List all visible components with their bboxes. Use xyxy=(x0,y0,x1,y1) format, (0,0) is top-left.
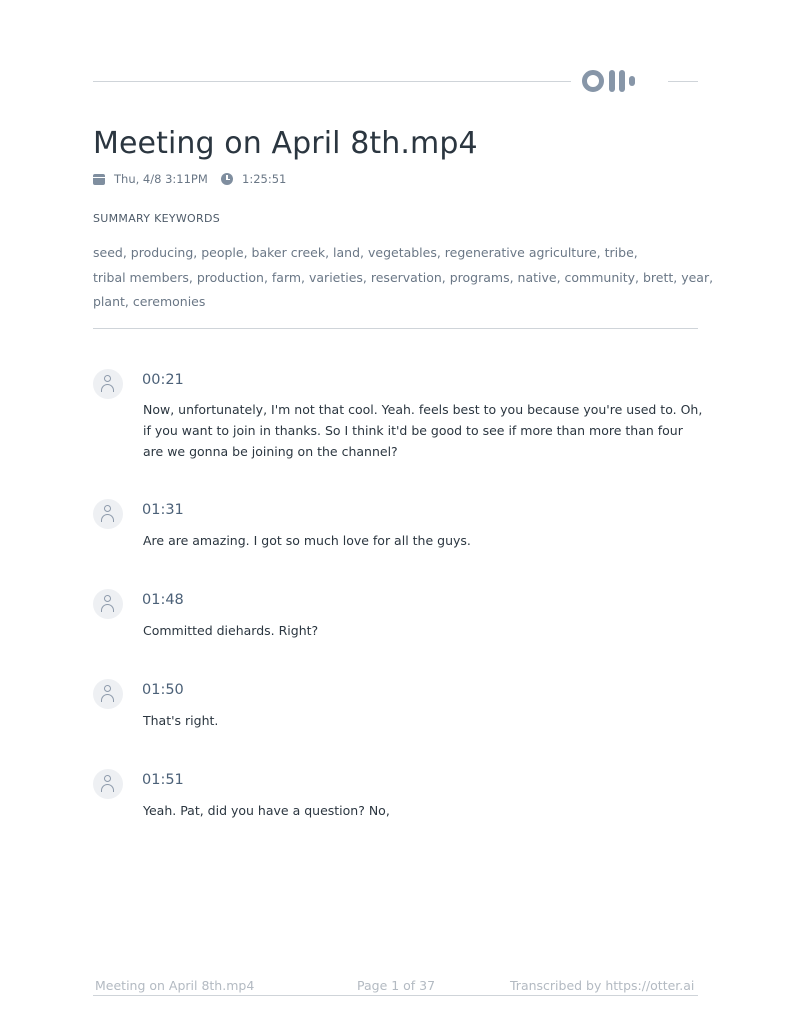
document-title: Meeting on April 8th.mp4 xyxy=(93,126,478,161)
speaker-avatar-icon xyxy=(93,589,123,619)
segment-text: That's right. xyxy=(143,713,219,728)
meeting-date-text: Thu, 4/8 3:11PM xyxy=(114,172,208,186)
header-rule-right xyxy=(668,81,698,82)
segment-timestamp: 01:48 xyxy=(142,592,184,608)
meeting-duration-text: 1:25:51 xyxy=(242,172,287,186)
segment-timestamp: 01:51 xyxy=(142,772,184,788)
summary-divider xyxy=(93,328,698,329)
footer-rule xyxy=(93,995,698,996)
segment-timestamp: 00:21 xyxy=(142,372,184,388)
footer-credit: Transcribed by https://otter.ai xyxy=(510,978,695,993)
summary-keywords-line: seed, producing, people, baker creek, land, vegetables, regenerative agriculture, tribe, xyxy=(93,245,638,260)
segment-text: Now, unfortunately, I'm not that cool. Yeah. feels best to you because you're used to. Oh, if you want to join in thanks. So I think it'd be good to see if more than more than four are we gonna be joining on the channel? xyxy=(143,402,703,459)
segment-timestamp: 01:31 xyxy=(142,502,184,518)
header-rule-left xyxy=(93,81,571,82)
segment-text: Yeah. Pat, did you have a question? No, xyxy=(143,803,390,818)
summary-keywords-line: tribal members, production, farm, varieties, reservation, programs, native, community, brett, year, xyxy=(93,270,714,285)
speaker-avatar-icon xyxy=(93,769,123,799)
summary-keywords-line: plant, ceremonies xyxy=(93,294,206,309)
speaker-avatar-icon xyxy=(93,499,123,529)
meeting-date xyxy=(93,172,208,186)
segment-text: Committed diehards. Right? xyxy=(143,623,319,638)
otter-logo xyxy=(582,66,660,96)
calendar-icon xyxy=(93,174,105,185)
segment-timestamp: 01:50 xyxy=(142,682,184,698)
clock-icon xyxy=(221,173,233,185)
speaker-avatar-icon xyxy=(93,679,123,709)
summary-keywords-heading: SUMMARY KEYWORDS xyxy=(93,212,221,225)
footer-filename: Meeting on April 8th.mp4 xyxy=(95,978,255,993)
meeting-duration xyxy=(221,172,286,186)
speaker-avatar-icon xyxy=(93,369,123,399)
segment-text: Are are amazing. I got so much love for all the guys. xyxy=(143,533,471,548)
footer-page-number: Page 1 of 37 xyxy=(357,978,436,993)
